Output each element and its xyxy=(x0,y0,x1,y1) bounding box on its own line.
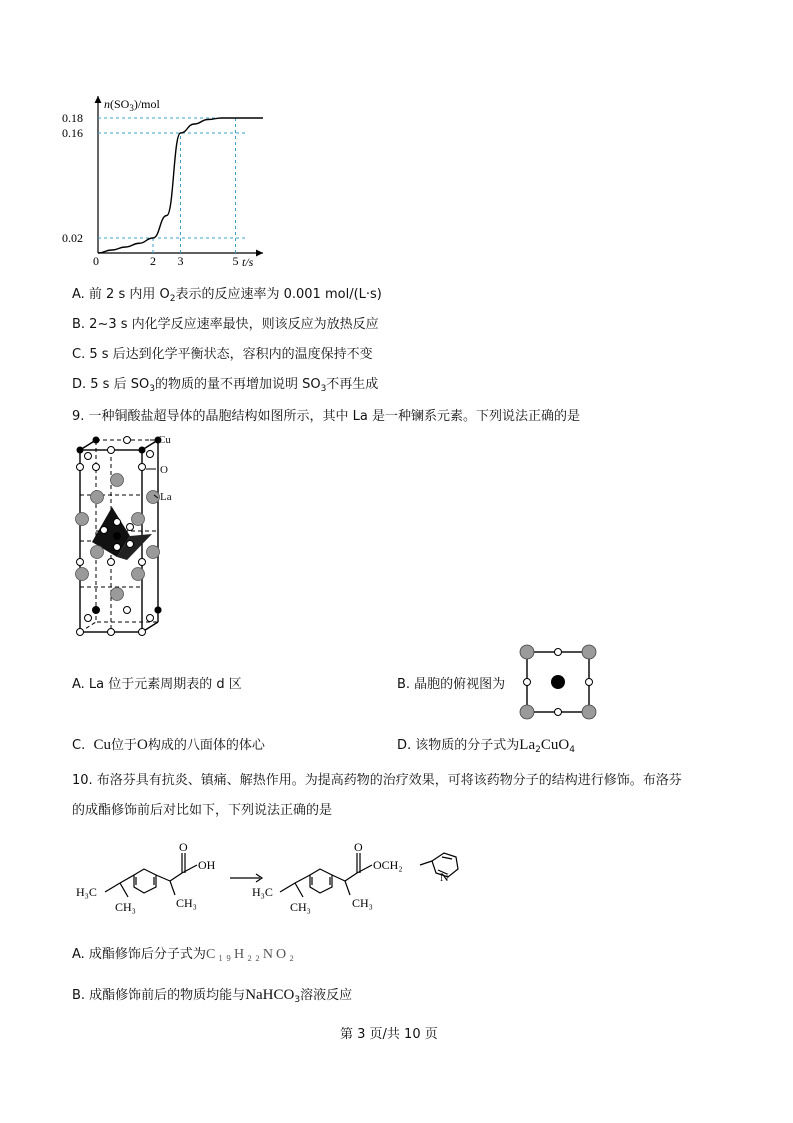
q10-stem-line2: 的成酯修饰前后对比如下，下列说法正确的是 xyxy=(72,803,333,818)
q8-option-a: A. 前 2 s 内用 $O_2$表示的反应速率为 0.001 mol/(L·s) xyxy=(72,287,382,304)
y-axis-label: $n(SO_3)$/mol xyxy=(104,97,160,113)
svg-text:CH₃: CH₃ xyxy=(352,896,373,910)
svg-text:N: N xyxy=(440,870,449,884)
svg-text:O: O xyxy=(354,840,363,854)
q8-option-c: C. 5 s 后达到化学平衡状态，容积内的温度保持不变 xyxy=(72,347,373,362)
svg-text:CH₃: CH₃ xyxy=(290,900,311,914)
page-footer: 第 3 页/共 10 页 xyxy=(340,1027,438,1042)
q10-option-b: B. 成酯修饰前后的物质均能与NaHCO$_3$溶液反应 xyxy=(72,987,353,1005)
origin-label: 0 xyxy=(93,254,99,268)
q8-option-b: B. 2~3 s 内化学反应速率最快，则该反应为放热反应 xyxy=(72,317,379,332)
y-tick-label-0: 0.02 xyxy=(62,231,83,245)
q9-option-c: C. Cu位于O构成的八面体的体心 xyxy=(72,737,265,753)
x-axis-label: t/s xyxy=(242,255,254,269)
q10-option-a: A. 成酯修饰后分子式为C₁₉H₂₂NO₂ xyxy=(72,947,298,962)
y-tick-label-2: 0.18 xyxy=(62,111,83,125)
q8-option-d: D. 5 s 后 $SO_3$的物质的量不再增加说明 $SO_3$不再生成 xyxy=(72,377,379,394)
x-tick-label-2: 5 xyxy=(232,254,239,268)
q10-stem-line1: 10. 布洛芬具有抗炎、镇痛、解热作用。为提高药物的治疗效果，可将该药物分子的结构进行修饰。布洛芬 xyxy=(72,773,682,788)
legend-la: La xyxy=(160,491,172,503)
x-tick-label-1: 3 xyxy=(177,254,184,268)
tick-labels xyxy=(62,111,239,268)
top-view-diagram xyxy=(512,642,602,722)
svg-text:CH₃: CH₃ xyxy=(115,900,136,914)
svg-text:OCH₂: OCH₂ xyxy=(373,858,403,872)
ibuprofen-esterification-scheme xyxy=(72,835,492,930)
q9-option-a: A. La 位于元素周期表的 d 区 xyxy=(72,677,242,692)
legend-o: O xyxy=(160,464,168,476)
svg-text:O: O xyxy=(179,840,188,854)
legend-cu: Cu xyxy=(158,434,171,446)
q9-option-b: B. 晶胞的俯视图为 xyxy=(397,677,506,692)
svg-text:H₃C: H₃C xyxy=(76,885,97,899)
y-tick-label-1: 0.16 xyxy=(62,126,83,140)
svg-text:H₃C: H₃C xyxy=(252,885,273,899)
svg-text:CH₃: CH₃ xyxy=(176,896,197,910)
x-tick-label-0: 2 xyxy=(150,254,156,268)
q9-option-d: D. 该物质的分子式为$La_2CuO_4$ xyxy=(397,737,575,755)
q9-stem: 9. 一种铜酸盐超导体的晶胞结构如图所示，其中 La 是一种镧系元素。下列说法正确的是 xyxy=(72,409,581,424)
svg-text:OH: OH xyxy=(198,858,216,872)
so3-chart xyxy=(60,88,290,278)
